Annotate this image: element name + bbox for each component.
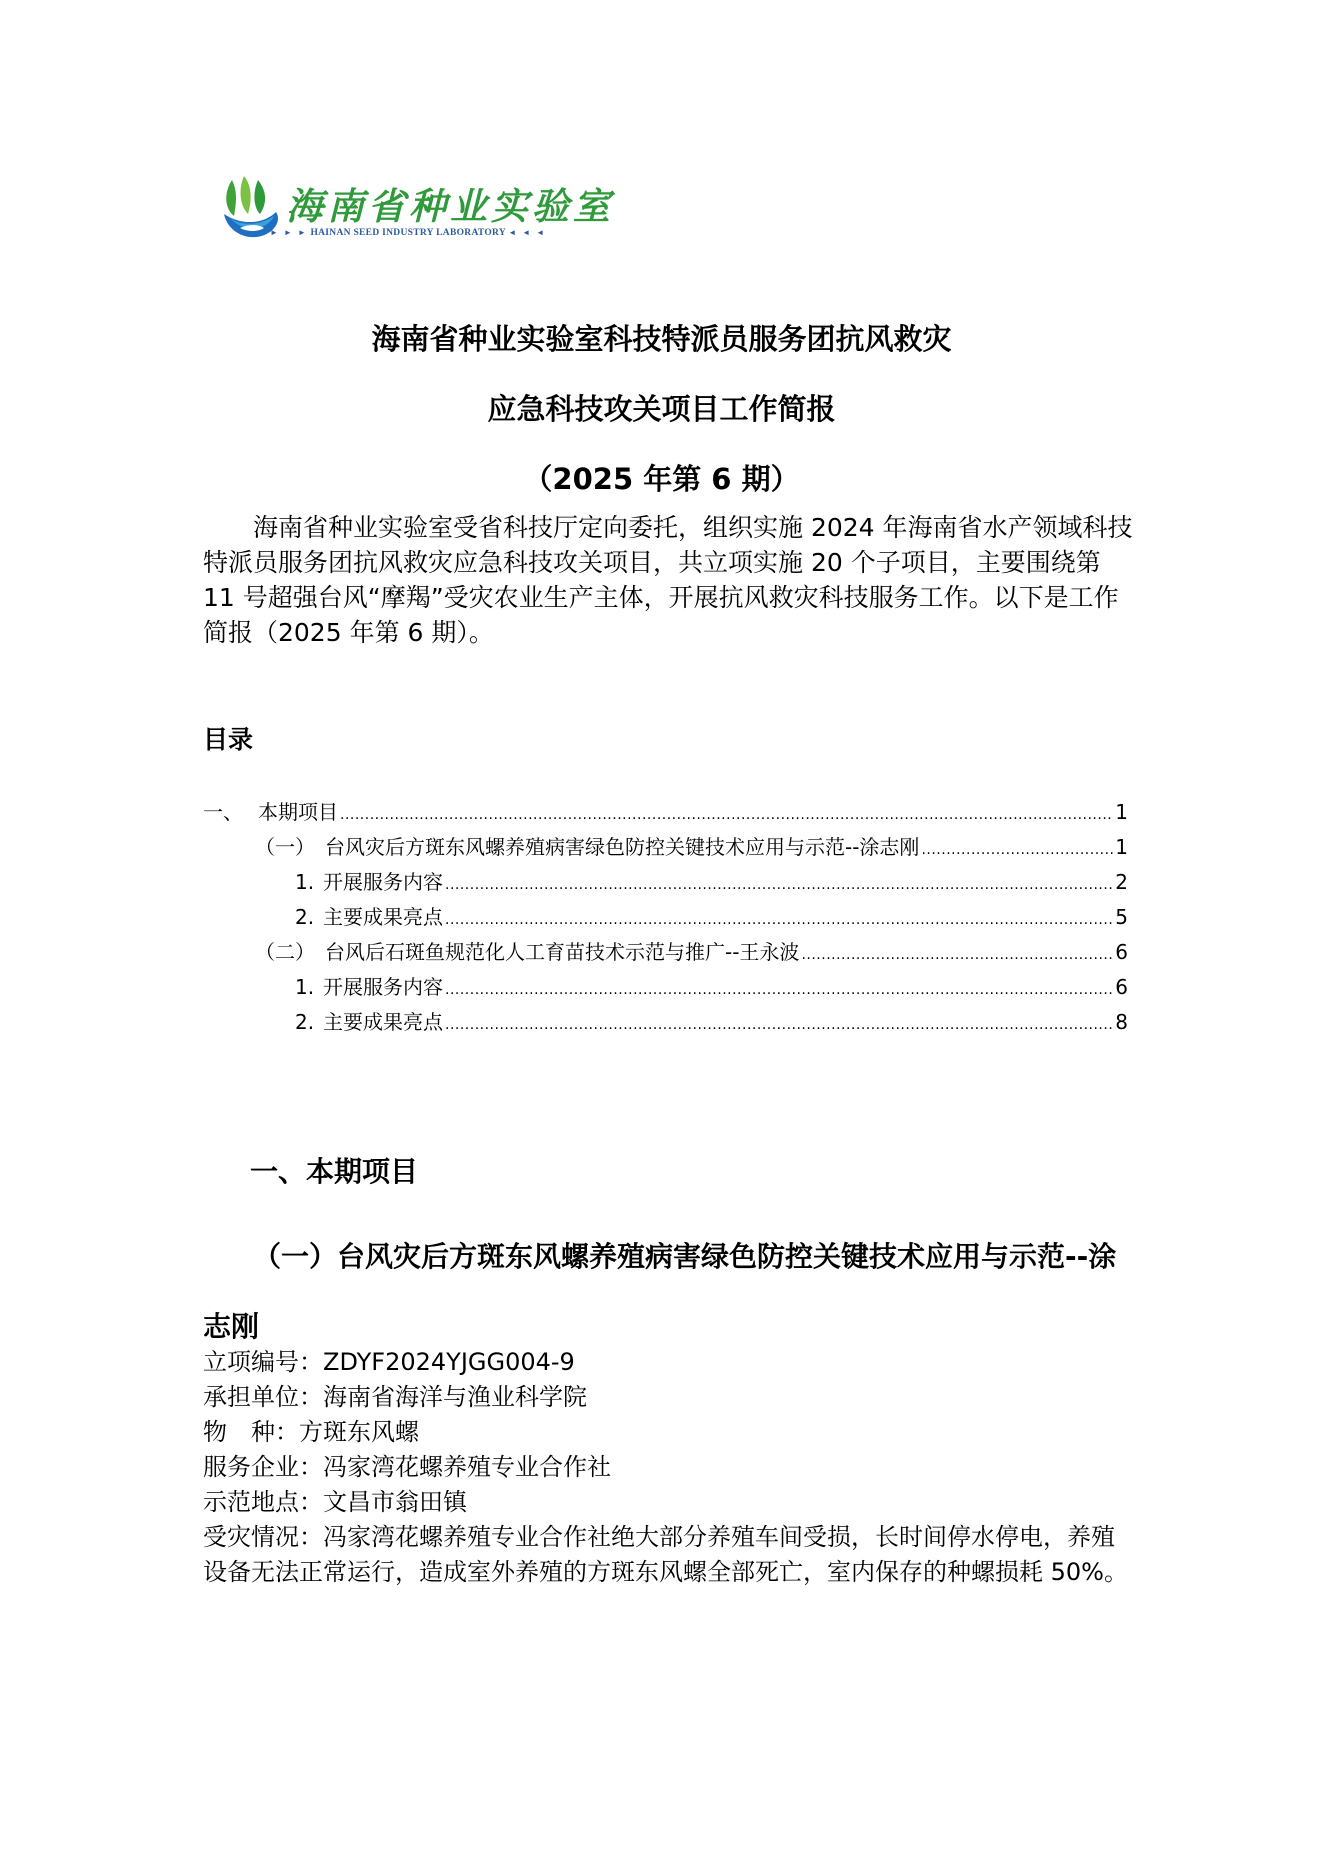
toc-entry-page: 1 [1115, 835, 1128, 859]
toc-entry[interactable] [203, 830, 1128, 865]
info-label: 示范地点： [203, 1488, 323, 1516]
toc-entry-number: 1. [295, 870, 315, 894]
toc-dot-leader [445, 970, 1113, 1008]
info-label: 受灾情况： [203, 1523, 323, 1551]
logo-chinese-name: 海南省种业实验室 [286, 184, 614, 228]
lab-logo [218, 172, 614, 250]
toc-entry-number: 一、 [203, 800, 243, 824]
table-of-contents [203, 795, 1128, 1040]
toc-entry-page: 1 [1115, 800, 1128, 824]
info-value: 文昌市翁田镇 [323, 1488, 467, 1516]
info-label: 立项编号： [203, 1348, 323, 1376]
document-issue-number: （2025 年第 6 期） [523, 462, 800, 496]
document-title-line1: 海南省种业实验室科技特派员服务团抗风救灾 [371, 322, 952, 356]
toc-entry-number: 1. [295, 975, 315, 999]
toc-entry-number: 2. [295, 905, 315, 929]
toc-entry-label: 开展服务内容 [323, 870, 443, 894]
info-row-damage-status [203, 1520, 1133, 1590]
toc-entry-page: 5 [1115, 905, 1128, 929]
toc-entry-label: 本期项目 [258, 800, 338, 824]
toc-entry[interactable] [203, 865, 1128, 900]
toc-entry-number: （一） [255, 835, 315, 859]
toc-dot-leader [445, 1005, 1113, 1043]
info-label [203, 1415, 299, 1450]
info-row-project-id [203, 1345, 1133, 1380]
info-value: 冯家湾花螺养殖专业合作社 [323, 1453, 611, 1481]
toc-entry[interactable] [203, 935, 1128, 970]
subsection-heading: （一）台风灾后方斑东风螺养殖病害绿色防控关键技术应用与示范--涂志刚 [203, 1240, 1117, 1343]
toc-entry-label: 台风灾后方斑东风螺养殖病害绿色防控关键技术应用与示范--涂志刚 [325, 835, 920, 859]
toc-entry-number: （二） [255, 940, 315, 964]
info-label-part: 种： [251, 1418, 299, 1446]
toc-entry-page: 6 [1115, 975, 1128, 999]
intro-paragraph: 海南省种业实验室受省科技厅定向委托，组织实施 2024 年海南省水产领域科技特派员服务团抗风救灾应急科技攻关项目，共立项实施 20 个子项目，主要围绕第 11 号超强台风“摩羯”受灾农业生产主体，开展抗风救灾科技服务工作。以下是工作简报（2025 年第 6 期）。 [203, 513, 1133, 647]
logo-english-name [270, 228, 546, 238]
toc-entry-page: 6 [1115, 940, 1128, 964]
info-row-undertaking-unit [203, 1380, 1133, 1415]
project-info [203, 1345, 1133, 1590]
toc-title: 目录 [203, 725, 254, 754]
info-label: 服务企业： [203, 1453, 323, 1481]
toc-entry-number: 2. [295, 1010, 315, 1034]
toc-dot-leader [921, 830, 1113, 868]
toc-entry-label: 主要成果亮点 [323, 905, 443, 929]
toc-entry[interactable] [203, 970, 1128, 1005]
info-value: 冯家湾花螺养殖专业合作社绝大部分养殖车间受损，长时间停水停电，养殖设备无法正常运行，造成室外养殖的方斑东风螺全部死亡，室内保存的种螺损耗 50%。 [203, 1523, 1128, 1586]
toc-entry-label: 台风后石斑鱼规范化人工育苗技术示范与推广--王永波 [325, 940, 800, 964]
toc-dot-leader [801, 935, 1113, 973]
toc-entry-page: 2 [1115, 870, 1128, 894]
info-value: 海南省海洋与渔业科学院 [323, 1383, 587, 1411]
toc-dot-leader [340, 795, 1113, 833]
toc-entry-label: 主要成果亮点 [323, 1010, 443, 1034]
document-title-line2: 应急科技攻关项目工作简报 [487, 392, 836, 426]
info-row-species [203, 1415, 1133, 1450]
info-value: ZDYF2024YJGG004-9 [323, 1348, 575, 1376]
info-row-demo-location [203, 1485, 1133, 1520]
toc-entry-label: 开展服务内容 [323, 975, 443, 999]
arrow-decoration-icon: ◄ ◄ ◄ [508, 228, 547, 237]
info-row-service-enterprise [203, 1450, 1133, 1485]
toc-entry-page: 8 [1115, 1010, 1128, 1034]
info-label: 承担单位： [203, 1383, 323, 1411]
toc-entry[interactable] [203, 900, 1128, 935]
logo-english-text: HAINAN SEED INDUSTRY LABORATORY [310, 228, 506, 238]
toc-entry[interactable] [203, 1005, 1128, 1040]
toc-entry[interactable] [203, 795, 1128, 830]
toc-dot-leader [445, 900, 1113, 938]
info-value: 方斑东风螺 [299, 1418, 419, 1446]
arrow-decoration-icon: ► ► ► [270, 228, 308, 237]
toc-dot-leader [445, 865, 1113, 903]
info-label-part: 物 [203, 1418, 227, 1446]
section-heading: 一、本期项目 [250, 1155, 419, 1188]
